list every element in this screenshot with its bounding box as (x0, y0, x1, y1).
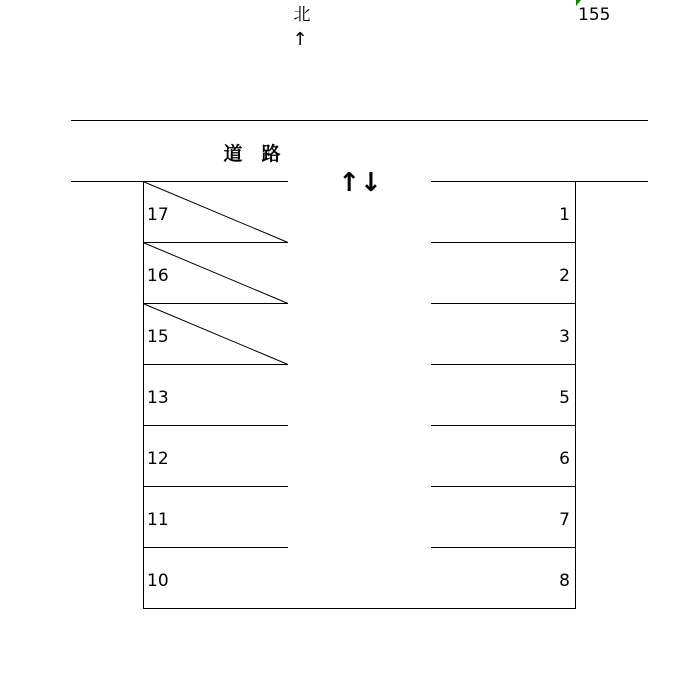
space-number-label: 8 (559, 571, 570, 591)
north-label: 北 (293, 5, 311, 25)
parking-space-right (431, 266, 575, 304)
space-number-label: 10 (147, 571, 169, 591)
space-number-label: 15 (147, 327, 169, 347)
traffic-direction-arrows: ↑↓ (338, 168, 382, 198)
space-number-label: 13 (147, 388, 169, 408)
parking-space-left (143, 182, 288, 243)
parking-space-right (431, 327, 575, 365)
space-number-label: 2 (559, 266, 570, 286)
left-parking-row (143, 182, 288, 592)
parking-space-left (143, 388, 288, 426)
parking-space-left (143, 510, 288, 548)
parking-space-right (431, 205, 575, 243)
space-number-label: 7 (559, 510, 570, 530)
space-number-label: 12 (147, 449, 169, 469)
page-code: 155 (578, 5, 611, 25)
parking-space-left (143, 449, 288, 487)
space-number-label: 16 (147, 266, 169, 286)
parking-space-right (431, 510, 575, 548)
parking-space-right (431, 388, 575, 426)
parking-space-left (143, 304, 288, 365)
parking-space-left (147, 571, 169, 591)
parking-space-right (431, 449, 575, 487)
space-number-label: 3 (559, 327, 570, 347)
space-number-label: 1 (559, 205, 570, 225)
parking-space-right (559, 571, 570, 591)
parking-space-left (143, 243, 288, 304)
right-parking-row (431, 205, 575, 591)
space-number-label: 11 (147, 510, 169, 530)
space-number-label: 5 (559, 388, 570, 408)
space-number-label: 6 (559, 449, 570, 469)
road-label: 道 路 (223, 143, 281, 165)
north-arrow: ↑ (292, 29, 308, 50)
space-number-label: 17 (147, 205, 169, 225)
